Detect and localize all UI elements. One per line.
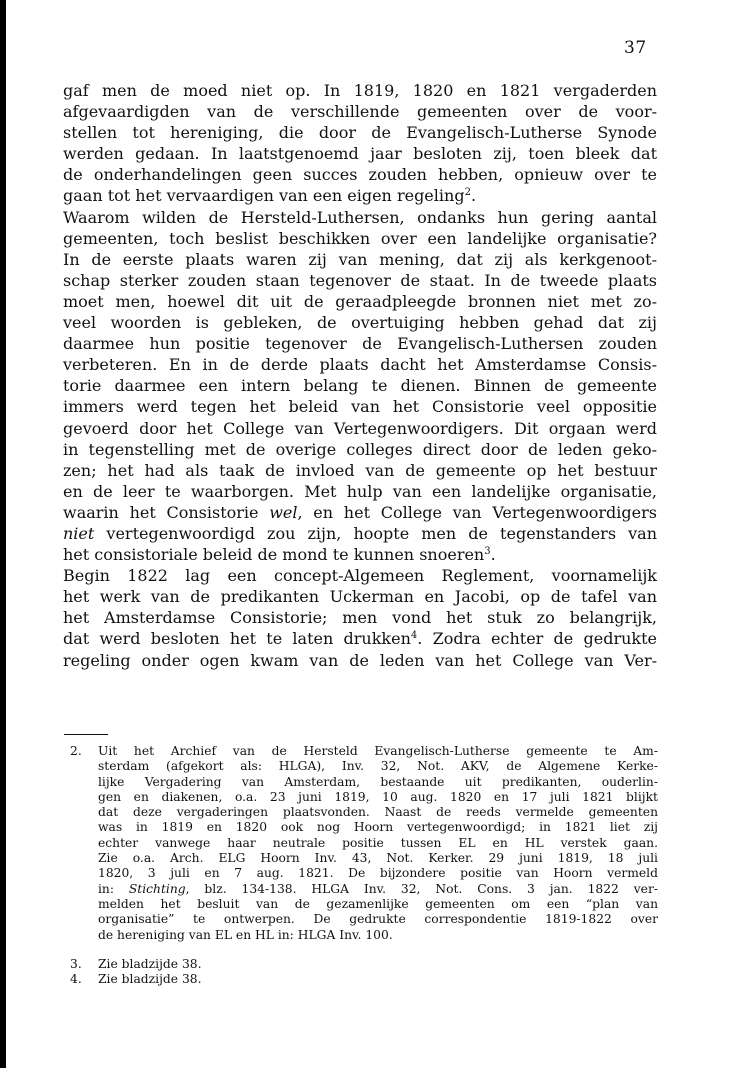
footnotes	[70, 744, 658, 987]
text-segment: de hereniging van EL en HL in: HLGA Inv. 100.	[98, 927, 393, 942]
text-segment: gen en diakenen, o.a. 23 juni 1819, 10 aug. 1820 en 17 juli 1821 blijkt	[98, 789, 658, 804]
scan-edge	[0, 0, 6, 1068]
emphasis: Stichting	[128, 881, 186, 896]
body-line	[63, 481, 657, 502]
footnote-number: 3.	[70, 956, 82, 971]
text-segment: gemeenten, toch beslist beschikken over een landelijke organisatie?	[63, 228, 657, 248]
text-segment: torie daarmee een intern belang te dienen. Binnen de gemeente	[63, 376, 657, 396]
text-segment: afgevaardigden van de verschillende gemeenten over de voor-	[63, 102, 657, 122]
text-segment: en de leer te waarborgen. Met hulp van een landelijke organisatie,	[63, 481, 657, 501]
text-segment: gevoerd door het College van Vertegenwoordigers. Dit orgaan werd	[63, 418, 657, 438]
body-line	[63, 439, 657, 460]
text-segment: dat deze vergaderingen plaatsvonden. Naast de reeds vermelde gemeenten	[98, 805, 658, 820]
text-segment: het Amsterdamse Consistorie; men vond het stuk zo belangrijk,	[63, 608, 657, 628]
body-line	[63, 460, 657, 481]
body-line	[63, 80, 657, 101]
footnote	[70, 957, 658, 972]
body-line	[63, 523, 657, 544]
body-line	[63, 185, 657, 206]
text-segment: Zie bladzijde 38.	[98, 972, 202, 987]
footnote-line	[98, 759, 658, 774]
text-segment: gaan tot het vervaardigen van een eigen regeling	[63, 186, 465, 206]
text-segment: waarin het Consistorie	[63, 502, 270, 522]
text-segment: .	[490, 545, 496, 565]
body-line	[63, 312, 657, 333]
emphasis: niet	[63, 523, 95, 543]
footnote-line	[98, 790, 658, 805]
text-segment: . Zodra echter de gedrukte	[417, 629, 657, 649]
text-segment: het werk van de predikanten Uckerman en Jacobi, op de tafel van	[63, 587, 657, 607]
text-segment: daarmee hun positie tegenover de Evangelisch-Luthersen zouden	[63, 334, 657, 354]
text-segment: in tegenstelling met de overige colleges direct door de leden geko-	[63, 439, 657, 459]
text-segment: was in 1819 en 1820 ook nog Hoorn vertegenwoordigd; in 1821 liet zij	[98, 820, 658, 835]
footnote-reference: 4	[410, 630, 418, 642]
body-line	[63, 396, 657, 417]
text-segment: sterdam (afgekort als: HLGA), Inv. 32, Not. AKV, de Algemene Kerke-	[98, 759, 658, 774]
text-segment: het consistoriale beleid de mond te kunnen snoeren	[63, 545, 485, 565]
body-line	[63, 207, 657, 228]
body-line	[63, 249, 657, 270]
text-segment: moet men, hoewel dit uit de geraadpleegde bronnen niet met zo-	[63, 291, 657, 311]
body-line	[63, 164, 657, 185]
text-segment: verbeteren. En in de derde plaats dacht het Amsterdamse Consis-	[63, 355, 657, 375]
text-segment: veel woorden is gebleken, de overtuiging hebben gehad dat zij	[63, 313, 657, 333]
body-line	[63, 586, 657, 607]
body-line	[63, 418, 657, 439]
text-segment: .	[470, 186, 477, 206]
body-line	[63, 333, 657, 354]
footnote-line	[98, 805, 658, 820]
footnote-number: 4.	[70, 972, 82, 987]
body-line	[63, 291, 657, 312]
footnote-line	[98, 972, 658, 987]
footnote-reference: 3	[484, 546, 491, 558]
body-line	[63, 544, 657, 565]
text-segment: stellen tot hereniging, die door de Evangelisch-Lutherse Synode	[63, 123, 657, 143]
body-line	[63, 375, 657, 396]
body-line	[63, 565, 657, 586]
text-segment: Waarom wilden de Hersteld-Luthersen, ondanks hun gering aantal	[63, 207, 657, 227]
footnote-line	[98, 928, 658, 943]
footnote-line	[98, 882, 658, 897]
text-segment: schap sterker zouden staan tegenover de staat. In de tweede plaats	[63, 270, 657, 290]
text-segment: Uit het Archief van de Hersteld Evangelisch-Lutherse gemeente te Am-	[98, 744, 658, 758]
text-segment: in:	[98, 881, 129, 896]
text-segment: Zie o.a. Arch. ELG Hoorn Inv. 43, Not. Kerker. 29 juni 1819, 18 juli	[98, 851, 658, 866]
footnote	[70, 972, 658, 987]
footnote	[70, 744, 658, 943]
emphasis: wel	[269, 502, 298, 522]
body-line	[63, 143, 657, 164]
text-segment: melden het besluit van de gezamenlijke gemeenten om een “plan van	[98, 896, 658, 911]
body-line	[63, 354, 657, 375]
text-segment: zen; het had als taak de invloed van de gemeente op het bestuur	[63, 460, 657, 480]
text-segment: organisatie” te ontwerpen. De gedrukte correspondentie 1819-1822 over	[98, 912, 658, 927]
text-segment: dat werd besloten het te laten drukken	[63, 629, 411, 649]
body-line	[63, 607, 657, 628]
text-segment: werden gedaan. In laatstgenoemd jaar besloten zij, toen bleek dat	[63, 144, 657, 164]
text-segment: Zie bladzijde 38.	[98, 956, 202, 971]
text-segment: gaf men de moed niet op. In 1819, 1820 en 1821 vergaderden	[63, 81, 657, 100]
text-segment: , en het College van Vertegenwoordigers	[297, 502, 657, 522]
body-text	[63, 80, 657, 671]
text-segment: immers werd tegen het beleid van het Consistorie veel oppositie	[63, 397, 657, 417]
page-number: 37	[624, 38, 647, 58]
footnote-line	[98, 820, 658, 835]
body-line	[63, 101, 657, 122]
body-line	[63, 122, 657, 143]
text-segment: echter vanwege haar neutrale positie tussen EL en HL verstek gaan.	[98, 835, 658, 850]
body-line	[63, 650, 657, 671]
text-segment: de onderhandelingen geen succes zouden hebben, opnieuw over te	[63, 165, 657, 185]
footnote-reference: 2	[464, 187, 471, 199]
footnote-number: 2.	[70, 744, 82, 758]
text-segment: In de eerste plaats waren zij van mening, dat zij als kerkgenoot-	[63, 249, 657, 269]
footnote-line	[98, 897, 658, 912]
footnote-line	[98, 866, 658, 881]
body-line	[63, 628, 657, 649]
body-line	[63, 270, 657, 291]
footnote-spacer	[70, 943, 658, 957]
text-segment: Begin 1822 lag een concept-Algemeen Reglement, voornamelijk	[63, 566, 657, 586]
footnote-line	[98, 851, 658, 866]
text-segment: regeling onder ogen kwam van de leden van het College van Ver-	[63, 650, 657, 670]
body-line	[63, 228, 657, 249]
footnote-line	[98, 836, 658, 851]
text-segment: vertegenwoordigd zou zijn, hoopte men de tegenstanders van	[94, 523, 657, 543]
text-segment: 1820, 3 juli en 7 aug. 1821. De bijzondere positie van Hoorn vermeld	[98, 866, 658, 881]
body-line	[63, 502, 657, 523]
text-segment: , blz. 134-138. HLGA Inv. 32, Not. Cons. 3 jan. 1822 ver-	[185, 881, 658, 896]
footnote-line	[98, 744, 658, 759]
footnote-rule	[64, 734, 108, 735]
footnote-line	[98, 912, 658, 927]
text-segment: lijke Vergadering van Amsterdam, bestaande uit predikanten, ouderlin-	[98, 774, 658, 789]
footnote-line	[98, 775, 658, 790]
footnote-line	[98, 957, 658, 972]
